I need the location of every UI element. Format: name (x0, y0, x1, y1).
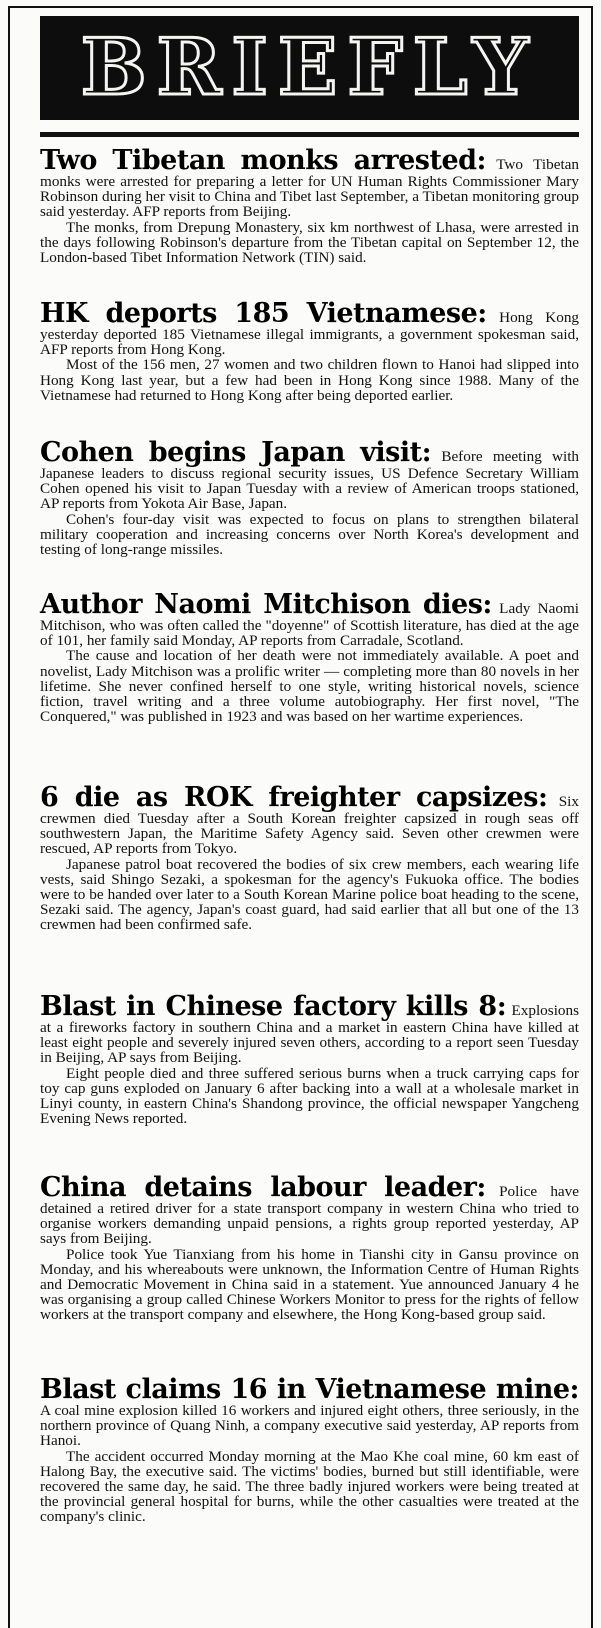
masthead-title: BRIEFLY (80, 22, 539, 113)
briefly-column (8, 6, 593, 1628)
masthead (40, 16, 579, 120)
story-headline: Cohen begins Japan visit: (40, 437, 432, 468)
news-brief (40, 1174, 579, 1376)
story-lead: Six crewmen died Tuesday after a South Korean freighter capsized in rough seas off southwestern Japan, the Maritime Safety Agency said. Seven other crewmen were rescued, AP reports from Tokyo. (40, 793, 579, 858)
story-headline: China detains labour leader: (40, 1172, 486, 1203)
news-brief (40, 439, 579, 591)
story-body: Most of the 156 men, 27 women and two children flown to Hanoi had slipped into Hong Kong last year, but a few had been in Hong Kong since 1988. Many of the Vietnamese had returned to Hong Kong after being deported earlier. (40, 356, 579, 404)
story-lead: Lady Naomi Mitchison, who was often called the "doyenne" of Scottish literature, has died at the age of 101, her family said Monday, AP reports from Carradale, Scotland. (40, 600, 580, 650)
news-brief (40, 300, 579, 439)
story-lead-paragraph (40, 784, 579, 857)
story-lead: Before meeting with Japanese leaders to discuss regional security issues, US Defence Secretary William Cohen opened his visit to Japan Tuesday with a review of American troops stationed, AP reports from Yokota Air Base, Japan. (40, 448, 580, 513)
story-headline: Two Tibetan monks arrested: (40, 145, 486, 176)
story-lead: Explosions at a fireworks factory in southern China and a market in eastern China have killed at least eight people and severely injured seven others, according to a report seen Tuesday in Beijing, AP says from Beijing. (40, 1002, 580, 1067)
news-brief (40, 147, 579, 300)
story-lead: Two Tibetan monks were arrested for preparing a letter for UN Human Rights Commissioner Mary Robinson during her visit to China and Tibet last September, a Tibetan monitoring group said yesterday. AFP reports from Beijing. (40, 156, 579, 221)
story-lead-paragraph (40, 439, 579, 512)
story-headline: 6 die as ROK freighter capsizes: (40, 782, 548, 813)
story-lead-paragraph (40, 993, 579, 1066)
story-headline: Blast in Chinese factory kills 8: (40, 991, 507, 1022)
story-lead: Police have detained a retired driver for a state transport company in western China who tried to organise workers demanding unpaid pensions, a rights group reported yesterday, AP says from Beijing. (40, 1183, 579, 1248)
story-lead: Hong Kong yesterday deported 185 Vietnamese illegal immigrants, a government spokesman said, AFP reports from Hong Kong. (40, 309, 580, 359)
story-lead-paragraph (40, 1174, 579, 1247)
story-body: Police took Yue Tianxiang from his home in Tianshi city in Gansu province on Monday, and his whereabouts were unknown, the Information Centre of Human Rights and Democratic Movement in China said in a statement. Yue announced January 4 he was organising a group called Chinese Workers Monitor to press for the rights of fellow workers at the transport company and elsewhere, the Hong Kong-based group said. (40, 1245, 579, 1324)
story-lead-paragraph (40, 1376, 579, 1449)
news-brief (40, 784, 579, 993)
story-headline: HK deports 185 Vietnamese: (40, 298, 487, 329)
story-headline: Blast claims 16 in Vietnamese mine: (40, 1374, 579, 1405)
story-lead: A coal mine explosion killed 16 workers and injured eight others, three seriously, in the northern province of Quang Ninh, a company executive said yesterday, AP reports from Hanoi. (40, 1402, 579, 1450)
story-lead-paragraph (40, 147, 579, 220)
story-body: The accident occurred Monday morning at the Mao Khe coal mine, 60 km east of Halong Bay, the executive said. The victims' bodies, burned but still identifiable, were recovered the same day, he said. The three badly injured workers were being treated at the provincial general hospital for burns, while the other casualties were treated at the company's clinic. (40, 1447, 579, 1526)
masthead-rule (40, 132, 579, 137)
news-brief (40, 591, 579, 784)
story-body: Cohen's four-day visit was expected to focus on plans to strengthen bilateral military cooperation and increasing concerns over North Korea's development and testing of long-range missiles. (40, 510, 579, 559)
news-brief (40, 993, 579, 1174)
story-body: Eight people died and three suffered serious burns when a truck carrying caps for toy cap guns exploded on January 6 after backing into a wall at a wholesale market in Linyi county, in eastern China's Shandong province, the official newspaper Yangcheng Evening News reported. (40, 1064, 579, 1128)
story-lead-paragraph (40, 591, 579, 648)
story-body: Japanese patrol boat recovered the bodies of six crew members, each wearing life vests, said Shingo Sezaki, a spokesman for the agency's Fukuoka office. The bodies were to be handed over later to a South Korean Marine police boat heading to the scene, Sezaki said. The agency, Japan's coast guard, had said earlier that all but one of the 13 crewmen had been confirmed safe. (40, 855, 579, 934)
story-headline: Author Naomi Mitchison dies: (40, 589, 492, 620)
news-brief (40, 1376, 579, 1586)
story-body: The monks, from Drepung Monastery, six km northwest of Lhasa, were arrested in the days following Robinson's departure from the Tibetan capital on September 12, the London-based Tibet Information Network (TIN) said. (40, 218, 579, 267)
story-body: The cause and location of her death were not immediately available. A poet and novelist, Lady Mitchison was a prolific writer — completing more than 80 novels in her lifetime. She never confined herself to one style, writing historical novels, science fiction, travel writing and a three volume autobiography. Her first novel, "The Conquered," was published in 1923 and was based on her wartime experiences. (40, 647, 579, 726)
story-lead-paragraph (40, 300, 579, 357)
